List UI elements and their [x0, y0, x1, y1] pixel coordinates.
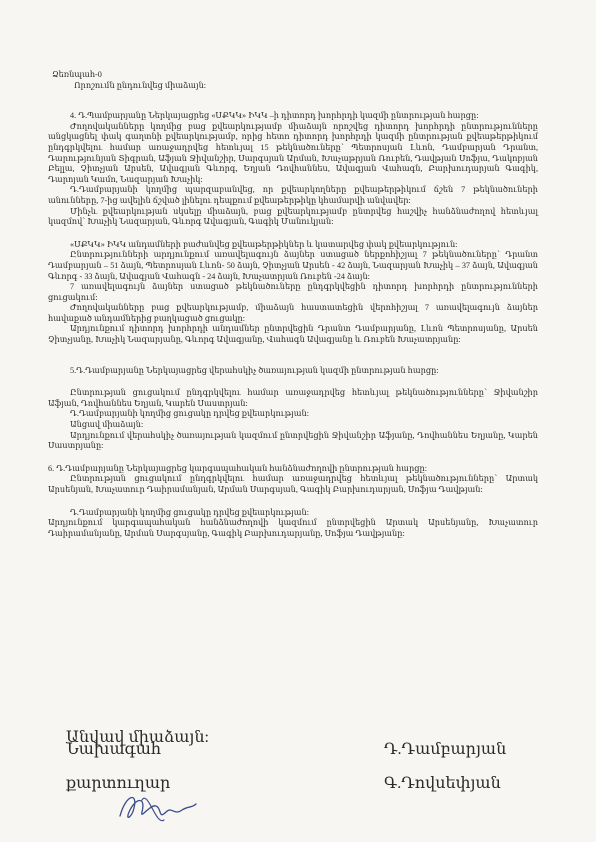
- chair-label: Նախագահ: [66, 741, 162, 758]
- secretary-name: Գ.Դովսեփյան: [384, 775, 501, 792]
- item4-title: 4. Դ.Պամբարյանը Ներկայացրեց «ՍՔԿԿ» ԻԿԿ –ի դիտորդ խորհրդի կազմի ընտրության հարցը:: [70, 111, 479, 121]
- agenda-item-5: [48, 366, 538, 452]
- item5-paragraph: Ընտրության ցուցակում ընդգրկվելու համար առաջադրվեց հետևյալ թեկնածությունները՝ Ջիվանշիր Աֆյան, Դովհաննես Եղյան, Կարեն Սաստրյան:: [48, 388, 538, 408]
- item4-paragraph: Ընտրությունների արդյունքում առավելագույն ձայներ ստացած ներքոհիշյալ 7 թեկնածուները՝ Դրանտ Դամբարյան – 51 ձայն, Պետրոսյան Լևոն- 50 ձայն, Չիտչյան Արսեն - 42 ձայն, Նազարյան Խաչիկ – 37 ձայն, Ավագյան Գևորգ - 33 ձայն, Ավագյան Վահագն - 24 ձայն, Խաչատրյան Ռուբեն -24 ձայն:: [48, 250, 538, 281]
- approval-note: Անվավ միաձայն:: [66, 729, 209, 746]
- item4-paragraph: Մինչև քվեարկության սկսելը միաձայն, բաց քվեարկությամբ ընտրվեց հաշվիչ հանձնաժողով հետևյալ կազմով՝ Խաչիկ Նազարյան, Գևորգ Ավագյան, Գագիկ Մանուկյան:: [48, 206, 538, 227]
- item6-paragraph: Դ.Դամբարյանի կողմից ցուցակը դրվեց քվեարկության:: [70, 507, 309, 517]
- item4-paragraph: Ժողովականները բաց քվեարկությամբ, միաձայն հաստատեցին վերոհիշյալ 7 առավելագույն ձայներ հավաքած անդամներից բաղկացած ցուցակը:: [48, 303, 538, 323]
- item6-paragraph: Ընտրության ցուցակում ընդգրկվելու համար առաջադրվեց հետևյալ թեկնածությունները՝ Արտակ Արսենյան, Խաչատուր Դաիրամանյան, Արման Սարգսյան, Գագիկ Բարխուդարյան, Սոֆյա Դավթյան:: [48, 474, 538, 494]
- signature-block: [66, 727, 536, 792]
- vote-summary: [52, 70, 538, 91]
- against-count: Ձեռնպահ-0: [52, 70, 102, 79]
- item4-paragraph: «ՍՔԿԿ» ԻԿԿ անդամների բաժանվեց քվեաթերթիկներ և կատարվեց փակ քվեարկություն:: [70, 239, 458, 249]
- chair-name: Դ.Դամբարյան: [384, 741, 507, 758]
- item4-paragraph: Արդյունքում դիտորդ խորհրդի անդամներ ընտրվեցին Դրանտ Դամբարյանը, Լևոն Պետրոսյանը, Արսեն Չիտչյանը, Խաչիկ Նազարյանը, Գևորգ Ավագյանը, Վահագն Ավագյանը և Ռուբեն Խաչատրյանը:: [48, 324, 538, 345]
- decision-result: Որոշումն ընդունվեց միաձայն:: [74, 80, 207, 90]
- secretary-label: քարտուղար: [66, 775, 171, 792]
- item4-paragraph: Դ.Դամբարյանի կողմից պարզաբանվեց, որ քվեարկողները քվեաթերթիկում ճշեն 7 թեկնածուների անունները, 7-ից ավելին ճշված լինելու դեպքում քվեաթերթիկը կհամարվի անվավեր:: [48, 185, 538, 205]
- item5-paragraph: Անցավ միաձայն:: [70, 420, 144, 430]
- item4-paragraph: 7 առավելագույն ձայներ ստացած թեկնածուները ընդգրկվեցին դիտորդ խորհրդի ընտրությունների ցուցակում:: [48, 282, 538, 302]
- agenda-item-4: [48, 111, 538, 345]
- item6-paragraph: Արդյունքում կարգապահական հանձնաժողովի կազմում ընտրվեցին Արտակ Արսենյանը, Խաչատուր Դաիրամանյանը, Արման Սարգսյանը, Գագիկ Բարխուդարյանը, Սոֆյա Դավթյանը:: [48, 518, 538, 538]
- item5-title: 5.Դ.Դամբարյանը Ներկայացրեց վերահսկիչ ծառայության կազմի ընտրության հարցը:: [70, 365, 439, 375]
- item6-title: 6. Դ.Դամբարյանը Ներկայացրեց կարգապահական հանձնաժողովի ընտրության հարցը:: [48, 463, 427, 473]
- item5-paragraph: Դ.Դամբարյանի կողմից ցուցակը դրվեց քվեարկության:: [70, 409, 309, 419]
- agenda-item-6: [48, 464, 538, 540]
- handwritten-signature: [112, 786, 202, 830]
- item5-paragraph: Արդյունքում վերահսկիչ ծառայության կազմում ընտրվեցին Ջիվանշիր Աֆյանը, Դովհաննես Եղյանը, Կարեն Սաստրյանը:: [48, 430, 538, 451]
- item4-paragraph: Ժողովականները կողմից բաց քվեարկությամբ միաձայն որոշվեց դիտորդ խորհրդի ընտրությունները անցկացնել փակ գաղտնի քվեարկությամբ, որից հետո դիտորդ խորհրդի կազմի ընտրության քվեաթերթիկում ընդգրկվելու համար առաջադրվեց հետևյալ 15 թեկնածուները՝ Պետրոսյան Լևոն, Դամբարյան Դրանտ, Դարությունյան Տիգրան, Աֆյան Ջիվանշիր, Սարգսյան Արման, Խաչաթրյան Ռուբեն, Դավթյան Սոֆյա, Դակոբյան Բելլա, Չիտչյան Արսեն, Ավագյան Գևորգ, Եղյան Դովհաննես, Ավագյան Վահագն, Բարխուդարյան Գագիկ, Դարոյան Կամո, Նազարյան Խաչիկ:: [48, 121, 538, 184]
